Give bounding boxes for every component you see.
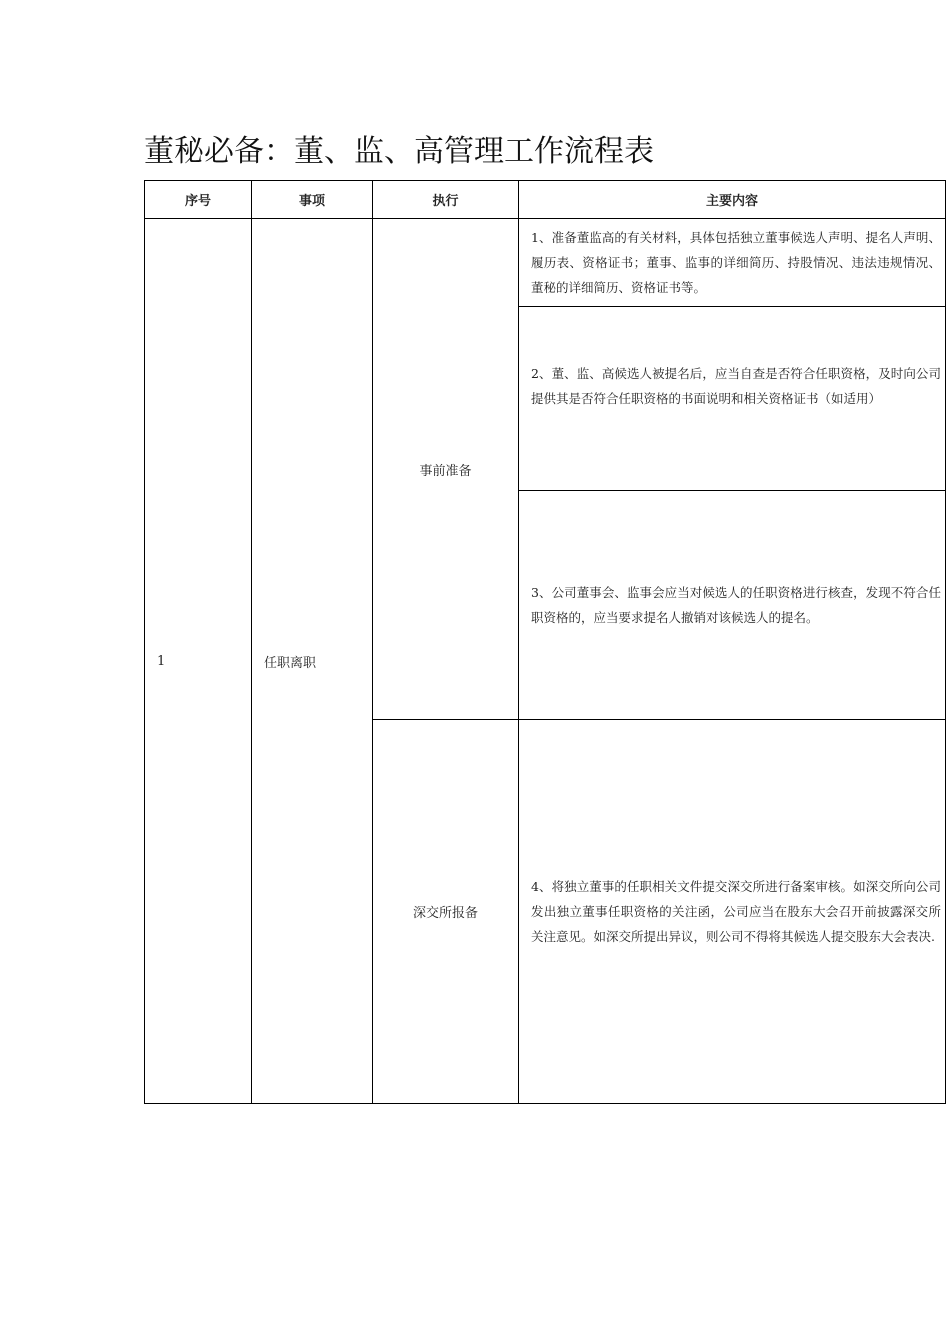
item-cell: 任职离职 — [252, 219, 373, 1104]
header-exec: 执行 — [373, 181, 519, 219]
table-header-row — [145, 181, 946, 219]
page-title: 董秘必备：董、监、高管理工作流程表 — [144, 134, 654, 169]
content-cell-4: 4、将独立董事的任职相关文件提交深交所进行备案审核。如深交所向公司发出独立董事任职资格的关注函，公司应当在股东大会召开前披露深交所关注意见。如深交所提出异议，则公司不得将其候选人提交股东大会表决. — [519, 720, 946, 1104]
workflow-table — [144, 180, 946, 1104]
content-text-2: 2、董、监、高候选人被提名后，应当自查是否符合任职资格，及时向公司提供其是否符合任职资格的书面说明和相关资格证书（如适用） — [531, 366, 941, 406]
exec-cell-filing: 深交所报备 — [373, 720, 519, 1104]
exec-cell-prep: 事前准备 — [373, 219, 519, 720]
content-cell-3: 3、公司董事会、监事会应当对候选人的任职资格进行核查，发现不符合任职资格的，应当要求提名人撤销对该候选人的提名。 — [519, 491, 946, 720]
header-content: 主要内容 — [519, 181, 946, 219]
content-cell-2 — [519, 307, 946, 491]
header-seq: 序号 — [145, 181, 252, 219]
header-item: 事项 — [252, 181, 373, 219]
content-cell-1: 1、准备董监高的有关材料，具体包括独立董事候选人声明、提名人声明、履历表、资格证书；董事、监事的详细简历、持股情况、违法违规情况、董秘的详细简历、资格证书等。 — [519, 219, 946, 307]
seq-cell: 1 — [145, 219, 252, 1104]
table-row — [145, 219, 946, 307]
